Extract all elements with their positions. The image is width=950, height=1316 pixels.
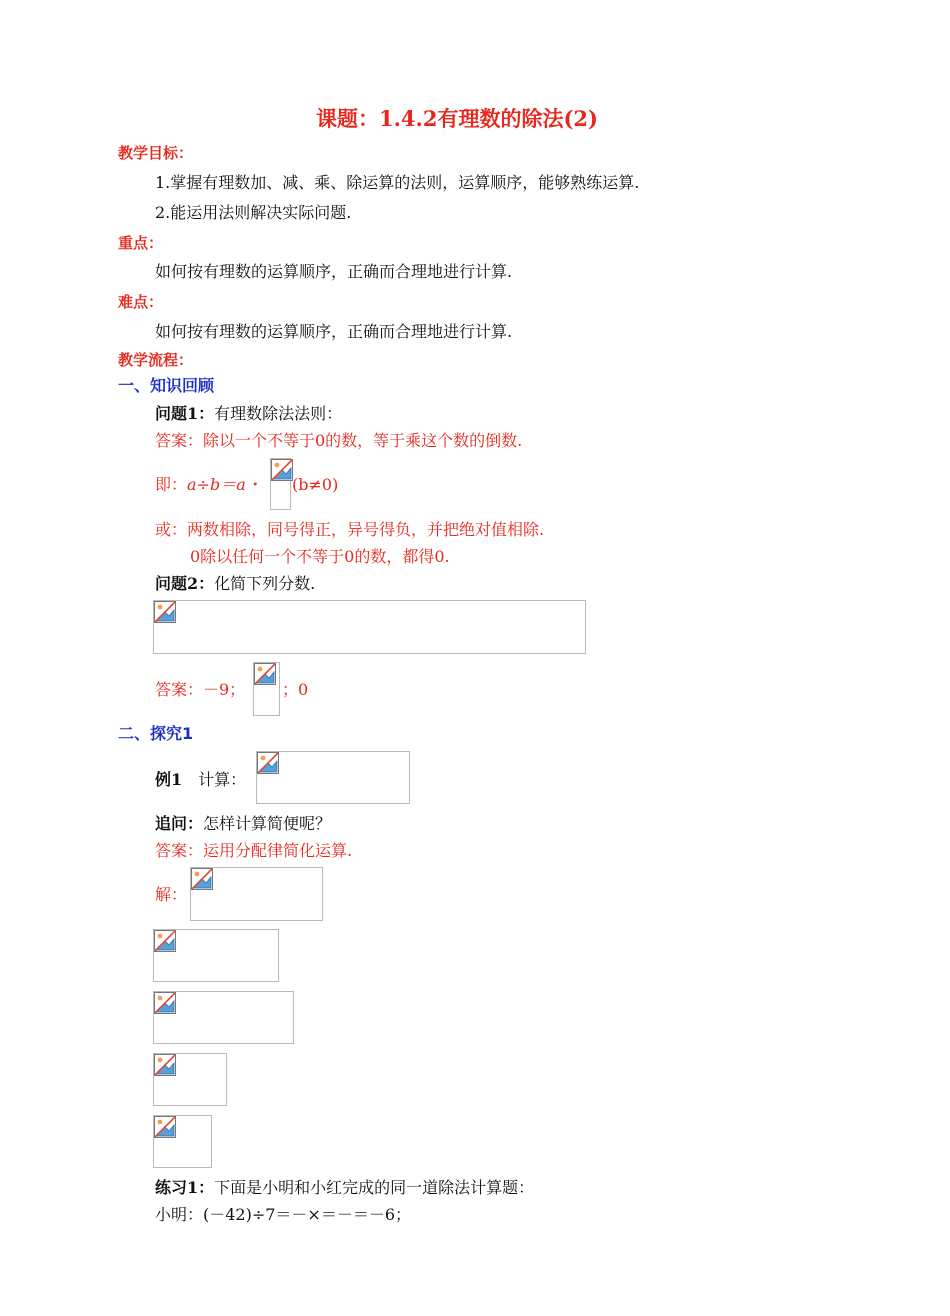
section2-heading: 二、探究1 [118,724,194,743]
followup-label: 追问： [155,814,204,833]
question2 [155,574,315,594]
followup-question [155,814,331,834]
broken-image-icon [257,752,279,774]
answer2-suffix: ；0 [282,680,309,699]
example1-line [155,770,246,790]
solution-step-3-image [153,991,294,1044]
question1-text: 有理数除法法则： [214,404,343,423]
lesson-title: 课题：1.4.2有理数的除法(2) [316,106,598,131]
broken-image-icon [154,1116,176,1138]
zero-rule-line: 0除以任何一个不等于0的数，都得0. [190,547,450,566]
practice1-label: 练习1： [155,1178,215,1197]
formula-condition: (b≠0) [292,475,339,494]
followup-text: 怎样计算简便呢？ [203,814,332,833]
answer2-fraction-image [253,662,280,716]
broken-image-icon [154,601,176,623]
example1-expression-image [256,751,410,804]
question2-text: 化简下列分数. [214,574,316,593]
answer1: 答案：除以一个不等于0的数，等于乘这个数的倒数. [155,431,523,450]
practice1-line [155,1178,534,1198]
broken-image-icon [271,459,293,481]
broken-image-icon [154,930,176,952]
broken-image-icon [154,992,176,1014]
formula-lhs: a÷b＝a・ [187,475,262,494]
solution-step-5-image [153,1115,212,1168]
solution-step-2-image [153,929,279,982]
formula-prefix: 即： [155,475,188,494]
example1-label: 例1 [155,770,183,789]
section1-heading: 一、知识回顾 [118,376,215,395]
solution-step-1-image [190,867,323,921]
example1-text: 计算： [198,770,247,789]
followup-answer: 答案：运用分配律简化运算. [155,841,353,860]
difficult-point-text: 如何按有理数的运算顺序，正确而合理地进行计算. [155,322,513,341]
answer2-prefix: 答案：－9； [155,680,246,699]
broken-image-icon [154,1054,176,1076]
question1 [155,404,342,424]
question1-label: 问题1： [155,404,215,423]
key-point-heading: 重点： [118,234,164,252]
solution-step-4-image [153,1053,227,1106]
solution-label: 解： [155,885,188,904]
difficult-point-heading: 难点： [118,293,164,311]
practice1-text: 下面是小明和小红完成的同一道除法计算题： [214,1178,535,1197]
fractions-image [153,600,586,654]
goals-heading: 教学目标： [118,144,194,162]
fraction-image [270,458,291,510]
goal-item-2: 2.能运用法则解决实际问题. [155,203,352,222]
process-heading: 教学流程： [118,351,194,369]
goal-item-1: 1.掌握有理数加、减、乘、除运算的法则，运算顺序，能够熟练运算. [155,173,640,192]
broken-image-icon [191,868,213,890]
broken-image-icon [254,663,276,685]
formula-line [155,475,262,495]
or-rule-line: 或：两数相除，同号得正，异号得负，并把绝对值相除. [155,520,545,539]
question2-label: 问题2： [155,574,215,593]
xiaoming-line: 小明：(－42)÷7＝－×＝－＝－6； [155,1205,412,1224]
key-point-text: 如何按有理数的运算顺序，正确而合理地进行计算. [155,262,513,281]
